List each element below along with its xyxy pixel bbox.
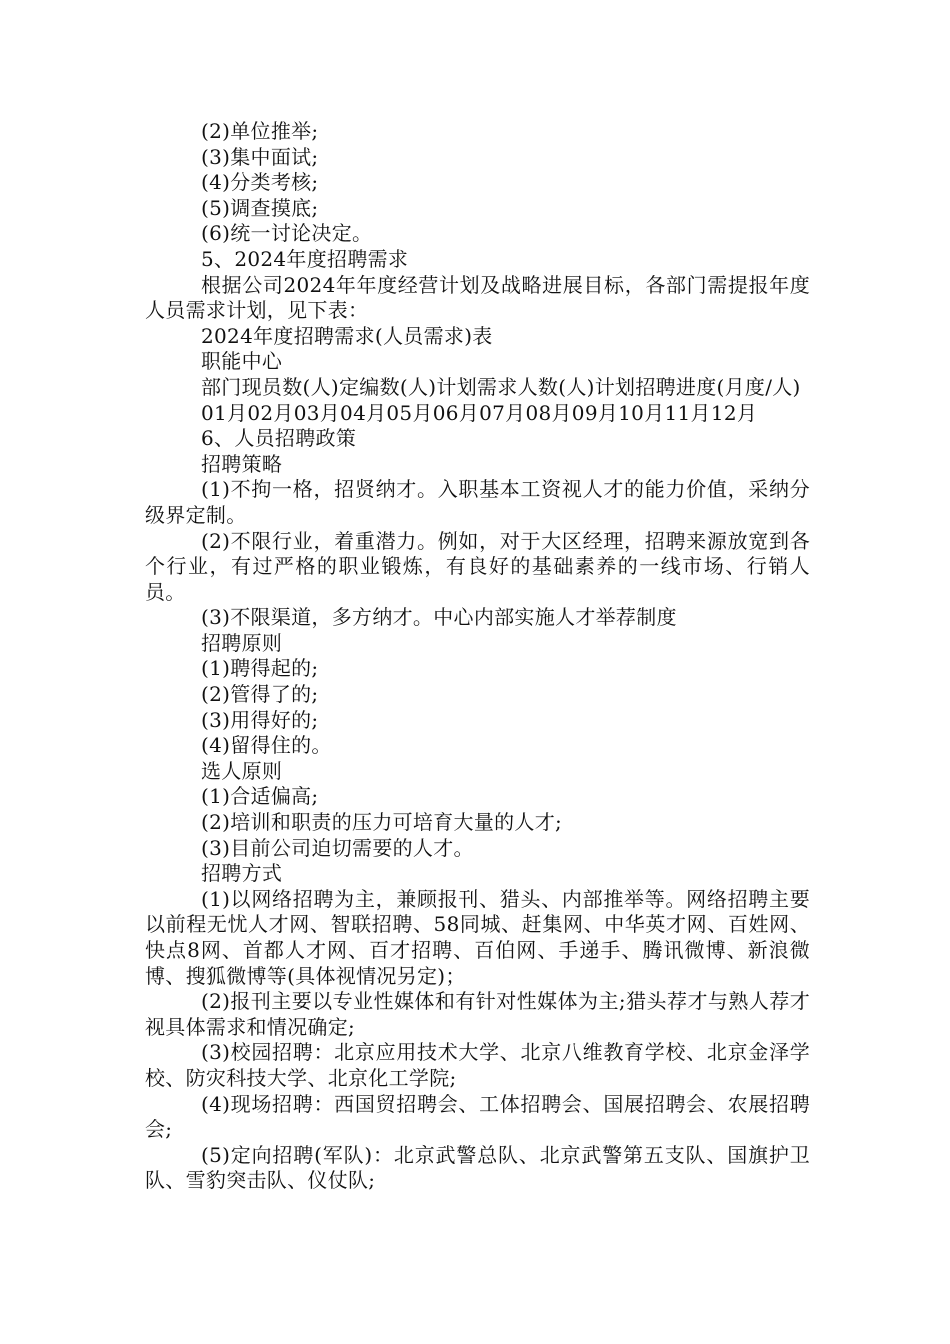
- table-months-text: 01月02月03月04月05月06月07月08月09月10月11月12月: [201, 400, 758, 425]
- subheading: 选人原则: [201, 758, 283, 783]
- subheading: 招聘方式: [201, 861, 283, 886]
- paragraph: (2)培训和职责的压力可培育大量的人才;: [201, 810, 563, 835]
- section-heading: 6、人员招聘政策: [201, 426, 357, 451]
- paragraph: 职能中心: [201, 349, 283, 374]
- document-body: [145, 119, 810, 1194]
- paragraph: (2)单位推举;: [201, 119, 319, 143]
- paragraph: (1)合适偏高;: [201, 784, 319, 809]
- paragraph: (6)统一讨论决定。: [201, 221, 373, 246]
- paragraph: (2)管得了的;: [201, 682, 319, 707]
- paragraph: (3)集中面试;: [201, 144, 319, 169]
- paragraph: (1)聘得起的;: [201, 656, 319, 681]
- paragraph: (5)调查摸底;: [201, 195, 319, 220]
- paragraph: (3)用得好的;: [201, 707, 319, 732]
- paragraph: (2)报刊主要以专业性媒体和有针对性媒体为主;猎头荐才与熟人荐才视具体需求和情况确定;: [145, 989, 810, 1039]
- subheading: 招聘策略: [201, 451, 283, 476]
- subheading: 招聘原则: [201, 630, 283, 655]
- paragraph: (2)不限行业，着重潜力。例如，对于大区经理，招聘来源放宽到各个行业，有过严格的职业锻炼，有良好的基础素养的一线市场、行销人员。: [145, 528, 810, 604]
- paragraph: (1)不拘一格，招贤纳才。入职基本工资视人才的能力价值，采纳分级界定制。: [145, 477, 810, 527]
- section-heading: 5、2024年度招聘需求: [201, 246, 409, 271]
- paragraph: (4)留得住的。: [201, 733, 332, 758]
- paragraph: (3)目前公司迫切需要的人才。: [201, 835, 474, 860]
- paragraph: (1)以网络招聘为主，兼顾报刊、猎头、内部推举等。网络招聘主要以前程无忧人才网、智联招聘、58同城、赶集网、中华英才网、百姓网、快点8网、首都人才网、百才招聘、百伯网、手递手、腾讯微博、新浪微博、搜狐微博等(具体视情况另定)；: [145, 886, 810, 988]
- table-header-text: 部门现员数(人)定编数(人)计划需求人数(人)计划招聘进度(月度/人): [201, 374, 801, 399]
- paragraph: (4)现场招聘：西国贸招聘会、工体招聘会、国展招聘会、农展招聘会;: [145, 1091, 810, 1142]
- paragraph: (3)不限渠道，多方纳才。中心内部实施人才举荐制度: [201, 605, 677, 630]
- table-title: 2024年度招聘需求(人员需求)表: [201, 323, 493, 348]
- paragraph: (3)校园招聘：北京应用技术大学、北京八维教育学校、北京金泽学校、防灾科技大学、北京化工学院;: [145, 1040, 810, 1090]
- paragraph: 根据公司2024年年度经营计划及战略进展目标，各部门需提报年度人员需求计划，见下表：: [145, 272, 810, 323]
- paragraph: (4)分类考核;: [201, 170, 319, 195]
- paragraph: (5)定向招聘(军队)：北京武警总队、北京武警第五支队、国旗护卫队、雪豹突击队、仪仗队;: [145, 1142, 810, 1193]
